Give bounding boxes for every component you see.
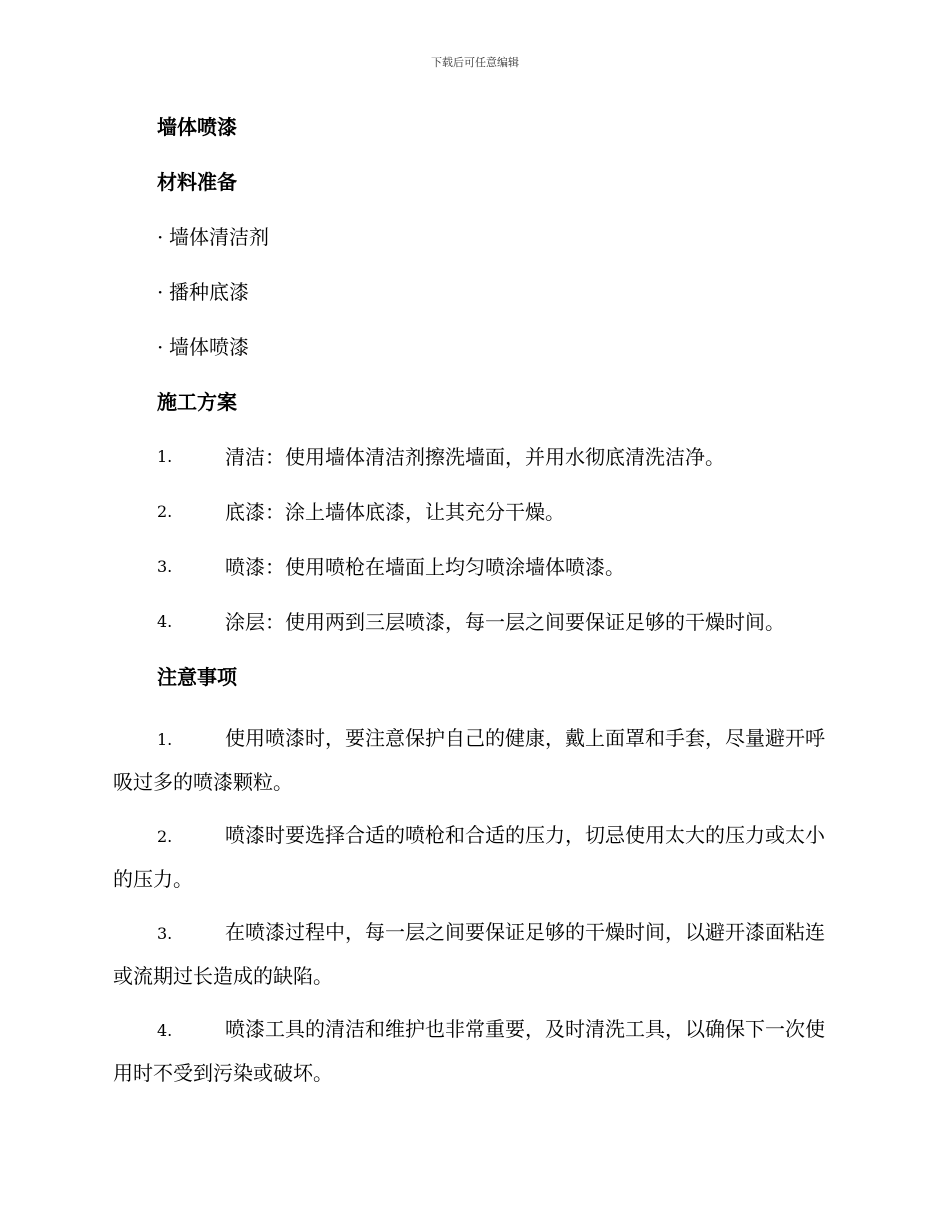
construction-heading: 施工方案	[157, 390, 237, 414]
step-text: 底漆：涂上墙体底漆，让其充分干燥。	[225, 500, 565, 524]
note-text: 喷漆时要选择合适的喷枪和合适的压力，切忌使用太大的压力或太小的压力。	[113, 823, 825, 891]
step-number: 3.	[157, 557, 173, 576]
note-item	[113, 717, 835, 804]
note-number: 3.	[157, 924, 173, 943]
note-number: 2.	[157, 827, 173, 846]
note-item	[113, 1008, 835, 1095]
step-number: 4.	[157, 612, 173, 631]
materials-item: · 墙体喷漆	[157, 328, 835, 383]
materials-item: · 播种底漆	[157, 273, 835, 328]
note-item	[113, 814, 835, 901]
note-number: 4.	[157, 1021, 173, 1040]
note-text: 在喷漆过程中，每一层之间要保证足够的干燥时间，以避开漆面粘连或流期过长造成的缺陷。	[113, 920, 825, 988]
note-text: 使用喷漆时，要注意保护自己的健康，戴上面罩和手套，尽量避开呼吸过多的喷漆颗粒。	[113, 726, 825, 794]
step-number: 2.	[157, 502, 173, 521]
note-text: 喷漆工具的清洁和维护也非常重要，及时清洗工具，以确保下一次使用时不受到污染或破坏。	[113, 1017, 825, 1085]
bullet-dot: ·	[157, 335, 164, 359]
document-body	[113, 108, 835, 1105]
notes-heading: 注意事项	[157, 665, 237, 689]
materials-heading: 材料准备	[157, 170, 237, 194]
construction-step	[113, 438, 835, 493]
materials-item: · 墙体清洁剂	[157, 218, 835, 273]
note-item	[113, 911, 835, 998]
step-text: 喷漆：使用喷枪在墙面上均匀喷涂墙体喷漆。	[225, 555, 625, 579]
construction-step	[113, 603, 835, 658]
document-title: 墙体喷漆	[157, 115, 237, 139]
bullet-dot: ·	[157, 280, 164, 304]
construction-step	[113, 493, 835, 548]
step-text: 清洁：使用墙体清洁剂擦洗墙面，并用水彻底清洗洁净。	[225, 445, 725, 469]
page-header-note: 下载后可任意编辑	[431, 56, 519, 69]
bullet-dot: ·	[157, 225, 164, 249]
step-number: 1.	[157, 447, 173, 466]
notes-list	[113, 713, 835, 1095]
note-number: 1.	[157, 730, 173, 749]
construction-step	[113, 548, 835, 603]
step-text: 涂层：使用两到三层喷漆，每一层之间要保证足够的干燥时间。	[225, 610, 785, 634]
